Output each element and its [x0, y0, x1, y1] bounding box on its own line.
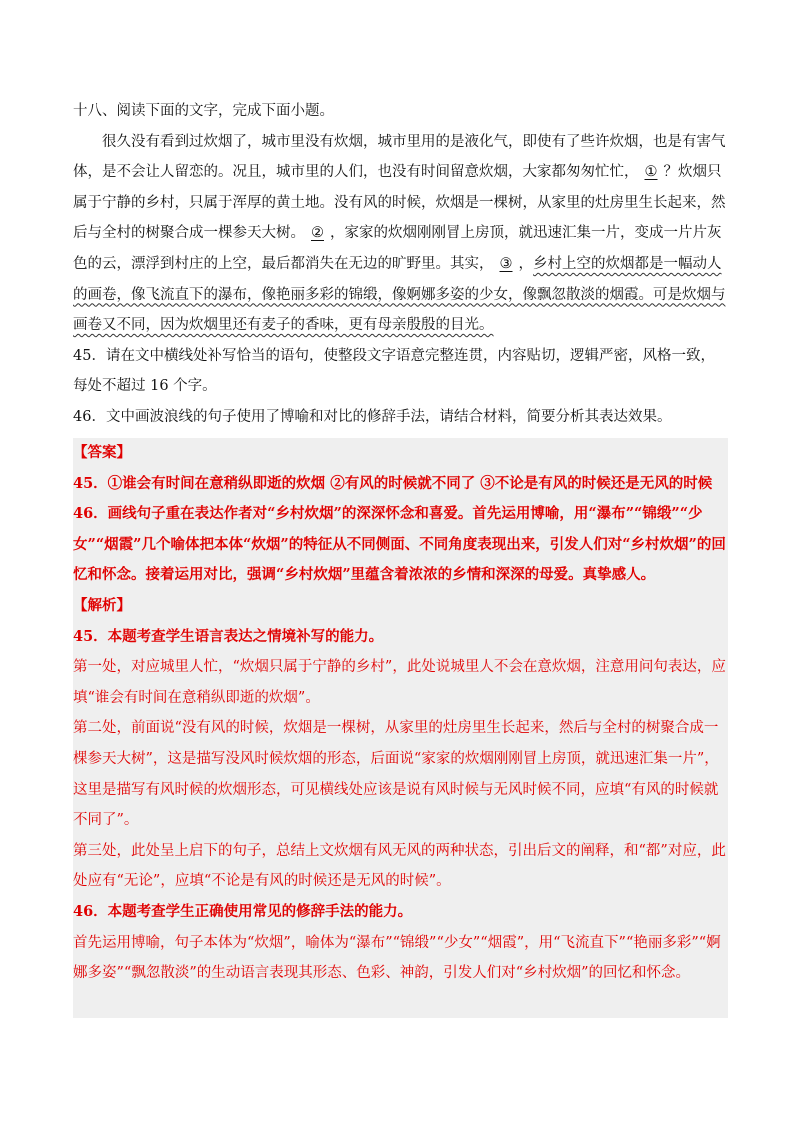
analysis-45-heading: 45．本题考查学生语言表达之情境补写的能力。 [73, 627, 384, 645]
analysis-46-body: 首先运用博喻，句子本体为“炊烟”，喻体为“瀑布”“锦缎”“少女”“烟霞”，用“飞流直下”“艳丽多彩”“婀娜多姿”“飘忽散淡”的生动语言表现其形态、色彩、神韵，引发人们对“乡村炊烟”的回忆和怀念。 [73, 934, 721, 982]
blank-3: ③ [499, 255, 513, 272]
passage-part-4: ， [518, 255, 533, 272]
answer-tag: 【答案】 [73, 444, 131, 461]
blank-2: ② [311, 225, 324, 242]
analysis-first-blank: 第一处，对应城里人忙，“炊烟只属于宁静的乡村”，此处说城里人不会在意炊烟，注意用问句表达，应填“谁会有时间在意稍纵即逝的炊烟”。 [73, 659, 726, 706]
analysis-third-blank: 第三处，此处呈上启下的句子，总结上文炊烟有风无风的两种状态，引出后文的阐释，和“都”对应，此处应有“无论”，应填“不论是有风的时候还是无风的时候”。 [73, 842, 726, 890]
answer-46: 46．画线句子重在表达作者对“乡村炊烟”的深深怀念和喜爱。首先运用博喻，用“瀑布”“锦缎”“少女”“烟霞”几个喻体把本体“炊烟”的特征从不同侧面、不同角度表现出来，引发人们对“乡村炊烟”的回忆和怀念。接着运用对比，强调“乡村炊烟”里蕴含着浓浓的乡情和深深的母爱。真挚感人。 [73, 505, 726, 584]
analysis-46-heading: 46．本题考查学生正确使用常见的修辞手法的能力。 [73, 902, 413, 920]
analysis-tag: 【解析】 [73, 596, 131, 614]
question-46: 46．文中画波浪线的句子使用了博喻和对比的修辞手法，请结合材料，简要分析其表达效果。 [73, 408, 672, 425]
analysis-second-blank: 第二处，前面说“没有风的时候，炊烟是一棵树，从家里的灶房里生长起来，然后与全村的树聚合成一棵参天大树”，这是描写没风时候炊烟的形态，后面说“家家的炊烟刚刚冒上房顶，就迅速汇集一片”，这里是描写有风时候的炊烟形态，可见横线处应该是说有风时候与无风时候不同，应填“有风的时候就不同了”。 [73, 720, 719, 829]
wavy-underlined-sentence: 乡村上空的炊烟都是一幅动人的画卷，像飞流直下的瀑布，像艳丽多彩的锦缎，像婀娜多姿的少女，像飘忽散淡的烟霞。可是炊烟与画卷又不同，因为炊烟里还有麦子的香味，更有母亲殷殷的目光。 [73, 255, 726, 334]
question-heading: 十八、阅读下面的文字，完成下面小题。 [73, 103, 334, 119]
question-section [73, 96, 728, 433]
answer-45: 45．①谁会有时间在意稍纵即逝的炊烟 ②有风的时候就不同了 ③不论是有风的时候还是无风的时候 [73, 474, 713, 492]
reading-passage [73, 127, 728, 341]
blank-1: ① [644, 164, 658, 181]
passage-part-1: 很久没有看到过炊烟了，城市里没有炊烟，城市里用的是液化气，即使有了些许炊烟，也是有害气体，是不会让人留恋的。况且，城市里的人们，也没有时间留意炊烟，大家都匆匆忙忙， [73, 133, 726, 181]
question-45: 45．请在文中横线处补写恰当的语句，使整段文字语意完整连贯，内容贴切，逻辑严密，风格一致，每处不超过 16 个字。 [73, 347, 715, 395]
passage-part-2: ？炊烟只属于宁静的乡村，只属于浑厚的黄土地。没有风的时候，炊烟是一棵树，从家里的灶房里生长起来，然后与全村的树聚合成一棵参天大树。 [73, 164, 726, 242]
answer-analysis-box [73, 438, 728, 1018]
passage-part-3: ，家家的炊烟刚刚冒上房顶，就迅速汇集一片，变成一片片灰色的云，漂浮到村庄的上空，最后都消失在无边的旷野里。其实， [73, 225, 722, 272]
